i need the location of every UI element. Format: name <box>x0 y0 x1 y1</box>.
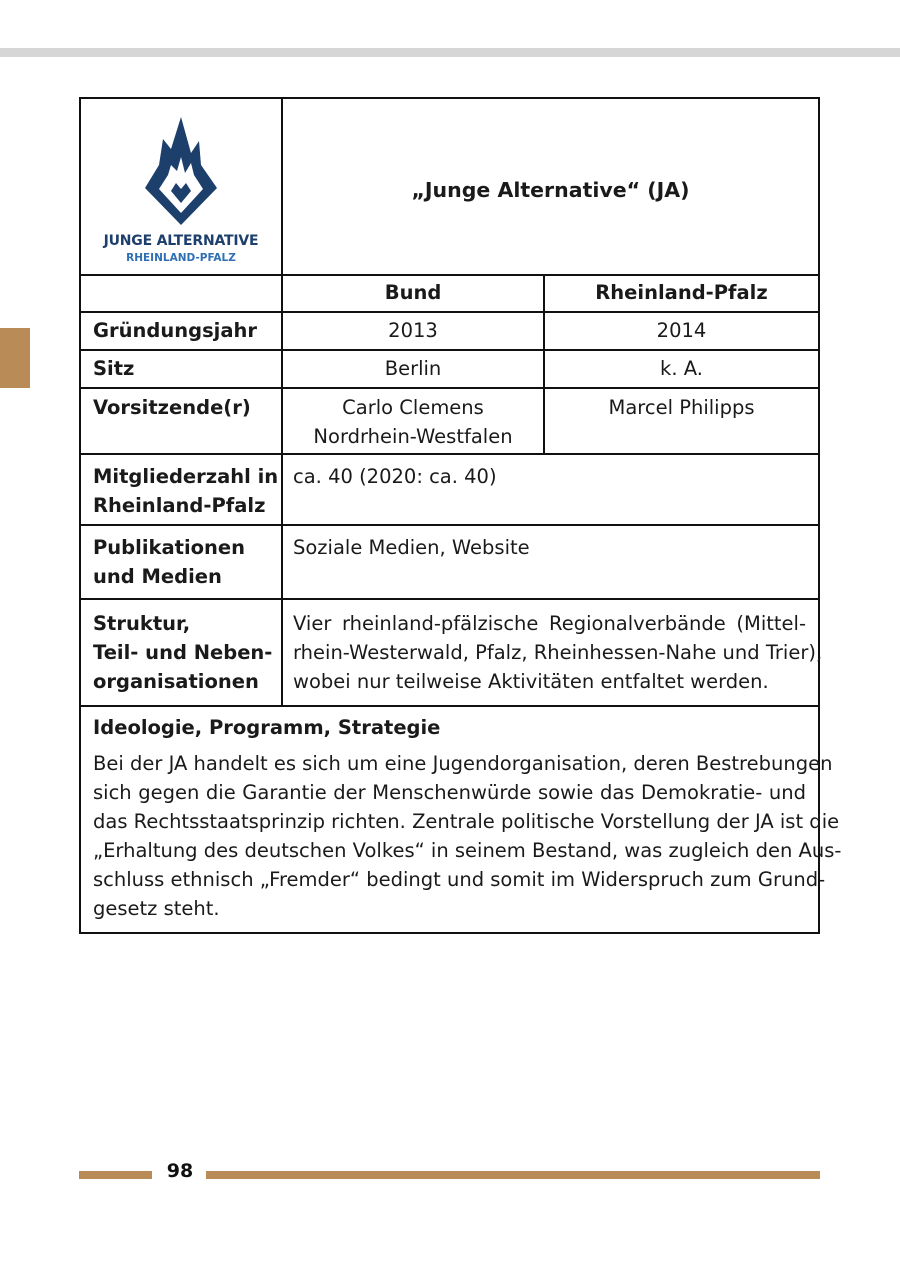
divider <box>81 524 818 526</box>
row-label-publikationen-1: Publikationen <box>93 536 246 559</box>
column-header-rlp: Rheinland-Pfalz <box>595 281 768 304</box>
vorsitz-bund-region: Nordrhein-Westfalen <box>313 425 513 448</box>
footer-bar-left <box>79 1171 152 1179</box>
divider <box>81 387 818 389</box>
gruendungsjahr-bund: 2013 <box>388 319 438 342</box>
ja-logo <box>101 113 261 267</box>
divider <box>281 274 818 276</box>
row-label-mitglieder-1: Mitgliederzahl in <box>93 465 279 488</box>
row-label-struktur-1: Struktur, <box>93 612 191 635</box>
sitz-bund: Berlin <box>384 357 442 380</box>
vorsitz-rlp: Marcel Philipps <box>608 396 755 419</box>
row-label-gruendungsjahr: Gründungsjahr <box>93 319 258 342</box>
ideologie-line: „Erhaltung des deutschen Volkes“ in seinem Bestand, was zugleich den Aus- <box>93 839 842 862</box>
row-label-vorsitzende: Vorsitzende(r) <box>93 396 251 419</box>
row-label-sitz: Sitz <box>93 357 135 380</box>
row-label-publikationen-2: und Medien <box>93 565 222 588</box>
ideologie-line: Bei der JA handelt es sich um eine Jugendorganisation, deren Bestrebungen <box>93 752 833 775</box>
card-title: „Junge Alternative“ (JA) <box>411 178 690 202</box>
info-card <box>79 97 842 934</box>
ideologie-line: gesetz steht. <box>93 897 220 920</box>
mitglieder-value: ca. 40 (2020: ca. 40) <box>293 465 497 488</box>
row-label-struktur-3: organisationen <box>93 670 259 693</box>
divider <box>81 311 818 313</box>
row-label-mitglieder-2: Rheinland-Pfalz <box>93 494 266 517</box>
divider <box>81 453 818 455</box>
divider <box>81 705 818 707</box>
divider <box>81 349 818 351</box>
gruendungsjahr-rlp: 2014 <box>656 319 707 342</box>
divider <box>81 274 281 276</box>
vorsitz-bund-name: Carlo Clemens <box>342 396 484 419</box>
row-label-struktur-2: Teil- und Neben- <box>93 641 273 664</box>
sitz-rlp: k. A. <box>660 357 703 380</box>
flame-diamond-logo-icon <box>101 113 261 228</box>
column-header-bund: Bund <box>384 281 442 304</box>
ideologie-line: das Rechtsstaatsprinzip richten. Zentrale politische Vorstellung der JA ist die <box>93 810 840 833</box>
ideologie-line: sich gegen die Garantie der Menschenwürde sowie das Demokratie- und <box>93 781 806 804</box>
ideologie-text <box>93 749 842 923</box>
publikationen-value: Soziale Medien, Website <box>293 536 530 559</box>
footer-bar-right <box>206 1171 820 1179</box>
struktur-value <box>293 609 823 696</box>
page-number: 98 <box>166 1160 194 1182</box>
struktur-line: Vier rheinland-pfälzische Regionalverbände (Mittel- <box>293 612 806 635</box>
divider <box>81 598 818 600</box>
top-rule <box>0 48 900 57</box>
logo-subtext: RHEINLAND-PFALZ <box>126 252 236 264</box>
chapter-tab <box>0 328 30 388</box>
struktur-line: rhein-Westerwald, Pfalz, Rheinhessen-Nahe und Trier), <box>293 641 823 664</box>
ideologie-line: schluss ethnisch „Fremder“ bedingt und somit im Widerspruch zum Grund- <box>93 868 826 891</box>
section-heading-ideologie: Ideologie, Programm, Strategie <box>93 716 441 739</box>
struktur-line: wobei nur teilweise Aktivitäten entfaltet werden. <box>293 670 769 693</box>
logo-text: JUNGE ALTERNATIVE <box>103 233 259 249</box>
